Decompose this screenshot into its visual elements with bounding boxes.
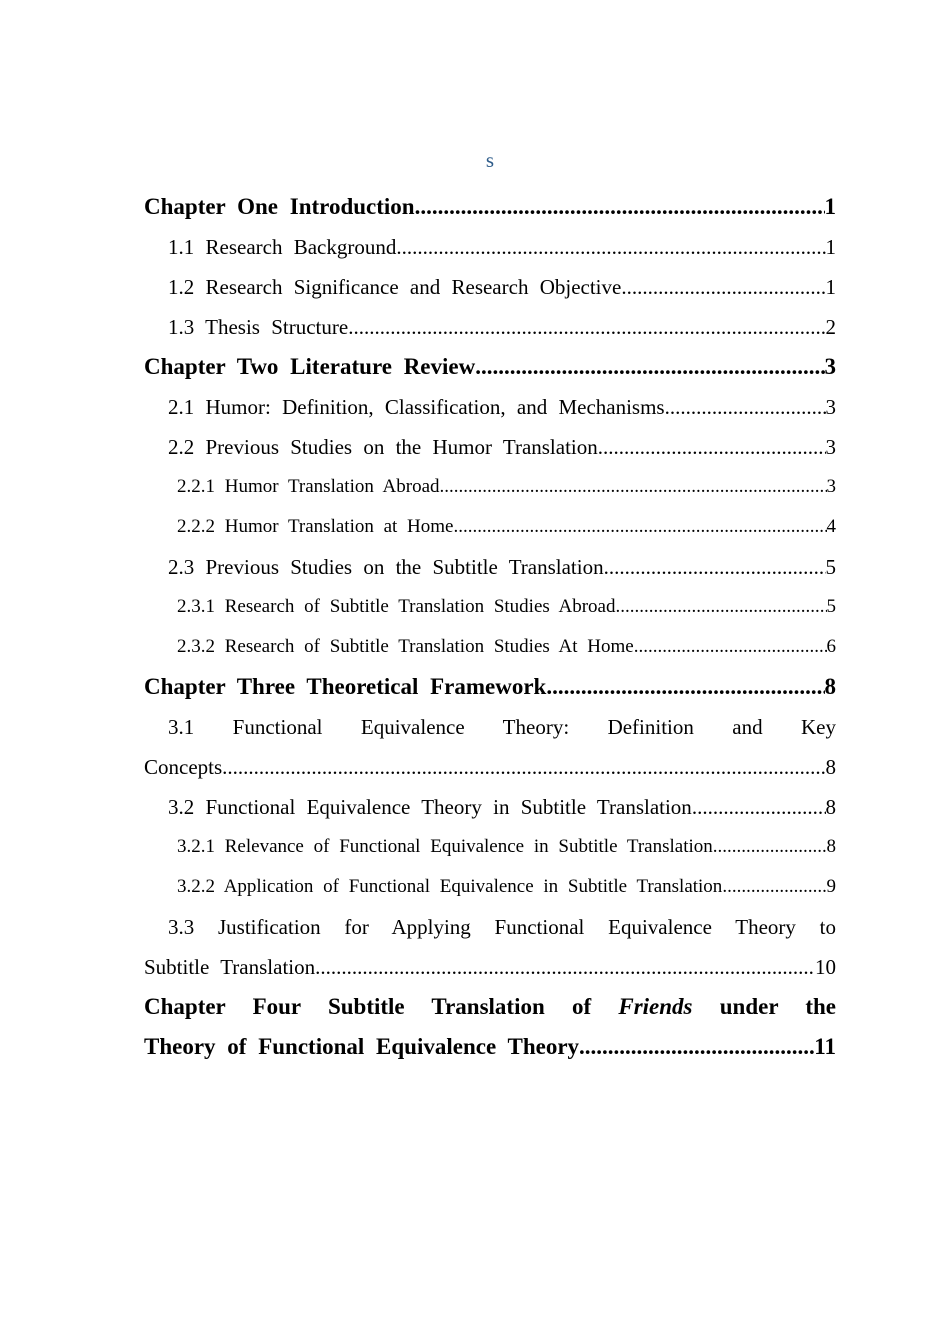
toc-leader-dots: [722, 867, 826, 907]
toc-entry-page: 8: [826, 836, 836, 857]
toc-entry-title: 2.2.1 Humor Translation Abroad: [177, 476, 440, 497]
toc-entry-title: Concepts: [144, 755, 223, 779]
toc-leader-dots: [546, 667, 824, 707]
toc-entry[interactable]: [144, 1027, 836, 1067]
toc-leader-dots: [222, 747, 825, 787]
page-heading-mark: s: [485, 148, 495, 172]
toc-entry-title: 2.1 Humor: Definition, Classification, and Mechanisms: [168, 395, 665, 419]
toc-entry[interactable]: [144, 947, 836, 987]
toc-entry-title: Chapter Two Literature Review: [144, 354, 476, 379]
toc-entry[interactable]: [144, 547, 836, 587]
toc-entry-page: 3: [824, 354, 836, 379]
toc-leader-dots: [598, 427, 826, 467]
table-of-contents: [144, 187, 836, 1067]
toc-entry-title: Chapter One Introduction: [144, 194, 415, 219]
toc-leader-dots: [579, 1027, 814, 1067]
toc-entry-wrapped-line[interactable]: [144, 987, 836, 1027]
toc-entry-page: 1: [825, 235, 836, 259]
toc-entry[interactable]: [144, 427, 836, 467]
toc-entry-title-part: Chapter Four Subtitle Translation of: [144, 994, 592, 1019]
toc-leader-dots: [692, 787, 826, 827]
toc-leader-dots: [713, 827, 827, 867]
toc-entry-title: 3.1 Functional Equivalence Theory: Definition and Key: [168, 715, 836, 739]
toc-entry[interactable]: [144, 307, 836, 347]
toc-entry-title: 1.3 Thesis Structure: [168, 315, 349, 339]
toc-entry-page: 2: [825, 315, 836, 339]
toc-entry[interactable]: [144, 267, 836, 307]
toc-entry-page: 6: [826, 636, 836, 657]
toc-entry-title: 2.3 Previous Studies on the Subtitle Translation: [168, 555, 604, 579]
toc-entry-page: 8: [825, 755, 836, 779]
toc-entry-page: 4: [826, 516, 836, 537]
toc-leader-dots: [440, 467, 827, 507]
toc-entry-title: 3.3 Justification for Applying Functional Equivalence Theory to: [168, 915, 836, 939]
toc-entry[interactable]: [144, 467, 836, 507]
toc-entry-page: 8: [824, 674, 836, 699]
toc-entry[interactable]: [144, 227, 836, 267]
toc-entry-title: 3.2.2 Application of Functional Equivalence in Subtitle Translation: [177, 876, 723, 897]
toc-entry[interactable]: [144, 667, 836, 707]
toc-entry[interactable]: [144, 867, 836, 907]
toc-leader-dots: [615, 587, 826, 627]
toc-entry[interactable]: [144, 507, 836, 547]
toc-entry-title: 3.2.1 Relevance of Functional Equivalence in Subtitle Translation: [177, 836, 713, 857]
toc-entry[interactable]: [144, 787, 836, 827]
toc-entry[interactable]: [144, 347, 836, 387]
toc-leader-dots: [454, 507, 827, 547]
toc-entry[interactable]: [144, 187, 836, 227]
toc-leader-dots: [475, 347, 824, 387]
toc-leader-dots: [348, 307, 825, 347]
toc-entry-wrapped-line[interactable]: [144, 707, 836, 747]
toc-entry-page: 1: [824, 194, 836, 219]
toc-entry-page: 3: [825, 435, 836, 459]
toc-entry-title: Theory of Functional Equivalence Theory: [144, 1034, 580, 1059]
toc-leader-dots: [415, 187, 825, 227]
toc-leader-dots: [396, 227, 825, 267]
toc-entry-title: Subtitle Translation: [144, 955, 316, 979]
toc-entry-title: 2.2.2 Humor Translation at Home: [177, 516, 454, 537]
toc-leader-dots: [604, 547, 826, 587]
toc-entry-title: 2.3.1 Research of Subtitle Translation Studies Abroad: [177, 596, 616, 617]
toc-entry-page: 5: [826, 596, 836, 617]
toc-entry-title: 3.2 Functional Equivalence Theory in Subtitle Translation: [168, 795, 692, 819]
toc-entry-page: 3: [825, 395, 836, 419]
toc-entry[interactable]: [144, 827, 836, 867]
toc-entry[interactable]: [144, 747, 836, 787]
toc-entry-title: 1.1 Research Background: [168, 235, 397, 259]
toc-entry-title: 1.2 Research Significance and Research Objective: [168, 275, 622, 299]
toc-entry-page: 1: [825, 275, 836, 299]
toc-entry-title-italic: Friends: [618, 994, 693, 1019]
toc-leader-dots: [665, 387, 826, 427]
toc-entry[interactable]: [144, 387, 836, 427]
toc-entry-page: 5: [825, 555, 836, 579]
toc-entry-title: 2.3.2 Research of Subtitle Translation Studies At Home: [177, 636, 634, 657]
toc-entry[interactable]: [144, 587, 836, 627]
toc-leader-dots: [315, 947, 815, 987]
toc-entry-page: 11: [814, 1034, 836, 1059]
toc-entry-wrapped-line[interactable]: [144, 907, 836, 947]
toc-entry-page: 9: [826, 876, 836, 897]
toc-leader-dots: [621, 267, 825, 307]
toc-entry-page: 10: [815, 955, 836, 979]
toc-entry-title: 2.2 Previous Studies on the Humor Translation: [168, 435, 598, 459]
toc-entry-page: 8: [825, 795, 836, 819]
toc-entry-title-part: under the: [719, 994, 836, 1019]
toc-entry[interactable]: [144, 627, 836, 667]
toc-leader-dots: [634, 627, 827, 667]
toc-entry-title: Chapter Three Theoretical Framework: [144, 674, 547, 699]
toc-entry-page: 3: [826, 476, 836, 497]
